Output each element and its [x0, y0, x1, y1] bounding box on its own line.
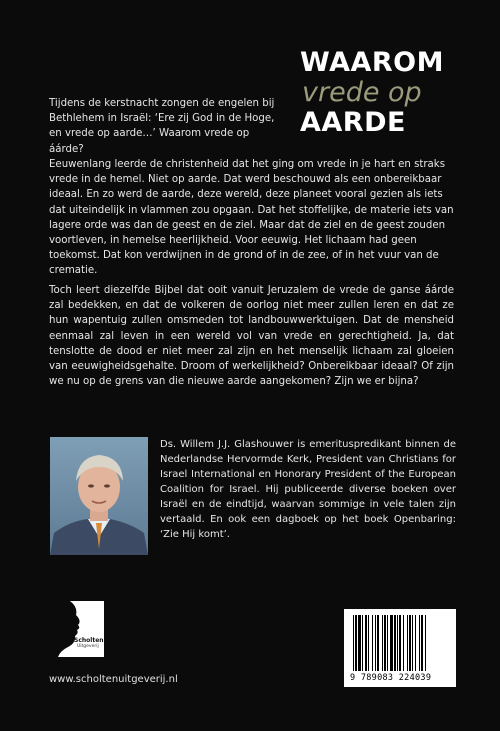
- barcode-bar: [387, 615, 388, 671]
- barcode-bar: [358, 615, 361, 671]
- barcode-bar: [407, 615, 408, 671]
- barcode-bar: [412, 615, 413, 671]
- barcode-bar: [394, 615, 396, 671]
- barcode-bar: [368, 615, 369, 671]
- title-line-2: vrede op: [302, 77, 422, 108]
- barcode-bar: [409, 615, 411, 671]
- publisher-name: Scholten: [74, 637, 104, 644]
- barcode-bar: [353, 615, 354, 671]
- title-line-1: WAAROM: [300, 47, 444, 78]
- body-paragraph-1: Eeuwenlang leerde de christenheid dat het ging om vrede in je hart en straks vrede in de hemel. Niet op aarde. Dat werd beschouwd als een onbereikbaar ideaal. En zo werd de aarde, deze wereld, deze planeet vooral gezien als iets dat uiteindelijk in vlammen zou opgaan. Dat het stoffelijke, de materie iets van lagere orde was dan de geest en de ziel. Maar dat de ziel en de geest zouden voortleven, in hemelse heerlijkheid. Voor eeuwig. Het lichaam had geen toekomst. Dat kon verdwijnen in de grond of in de zee, of in het vuur van de crematie.: [49, 159, 454, 277]
- barcode-bar: [399, 615, 401, 671]
- barcode-bar: [397, 615, 398, 671]
- publisher-sub: Uitgeverij: [77, 644, 99, 649]
- author-portrait: [50, 437, 148, 555]
- publisher-website[interactable]: www.scholtenuitgeverij.nl: [49, 674, 178, 685]
- barcode-bar: [390, 615, 393, 671]
- book-title: [300, 48, 490, 138]
- barcode-bar: [365, 615, 367, 671]
- barcode-bar: [419, 615, 420, 671]
- barcode-bar: [425, 615, 426, 671]
- author-bio: Ds. Willem J.J. Glashouwer is emerituspredikant binnen de Nederlandse Hervormde Kerk, President van Christians for Israel International en Honorary President of the European Coalition for Israel. Hij publiceerde diverse boeken over Israël en de eindtijd, waarvan sommige in vele talen zijn vertaald. En ook een dagboek op het boek Openbaring: ‘Zie Hij komt’.: [160, 439, 456, 540]
- barcode-bars: [353, 615, 447, 673]
- title-line-3: AARDE: [300, 107, 406, 138]
- barcode-bar: [382, 615, 383, 671]
- barcode-bar: [377, 615, 379, 671]
- isbn-barcode: [344, 609, 456, 687]
- barcode-bar: [362, 615, 363, 671]
- isbn-number: 9 789083 224039: [350, 673, 432, 683]
- barcode-bar: [355, 615, 357, 671]
- publisher-logo: [48, 601, 104, 657]
- barcode-bar: [375, 615, 376, 671]
- barcode-bar: [403, 615, 404, 671]
- barcode-bar: [372, 615, 373, 671]
- barcode-bar: [384, 615, 386, 671]
- barcode-bar: [415, 615, 416, 671]
- intro-paragraph: Tijdens de kerstnacht zongen de engelen bij Bethlehem in Israël: ‘Ere zij God in de Hoge, en vrede op aarde…’ Waarom vrede op áárde?: [49, 98, 275, 155]
- barcode-bar: [421, 615, 423, 671]
- body-paragraph-2: Toch leert diezelfde Bijbel dat ooit vanuit Jeruzalem de vrede de ganse áárde zal bedekken, en dat de volkeren de oorlog niet meer zullen leren en dat ze hun wapentuig zullen omsmeden tot landbouwwerktuigen. Dat de mensheid eenmaal zal leven in een wereld vol van vrede en gerechtigheid. Ja, dat tenslotte de dood er niet meer zal zijn en het menselijk lichaam zal gloeien van eeuwigheidsgehalte. Droom of werkelijkheid? Onbereikbaar ideaal? Of zijn we nu op de grens van die nieuwe aarde aangekomen? Zijn we er bijna?: [49, 285, 454, 388]
